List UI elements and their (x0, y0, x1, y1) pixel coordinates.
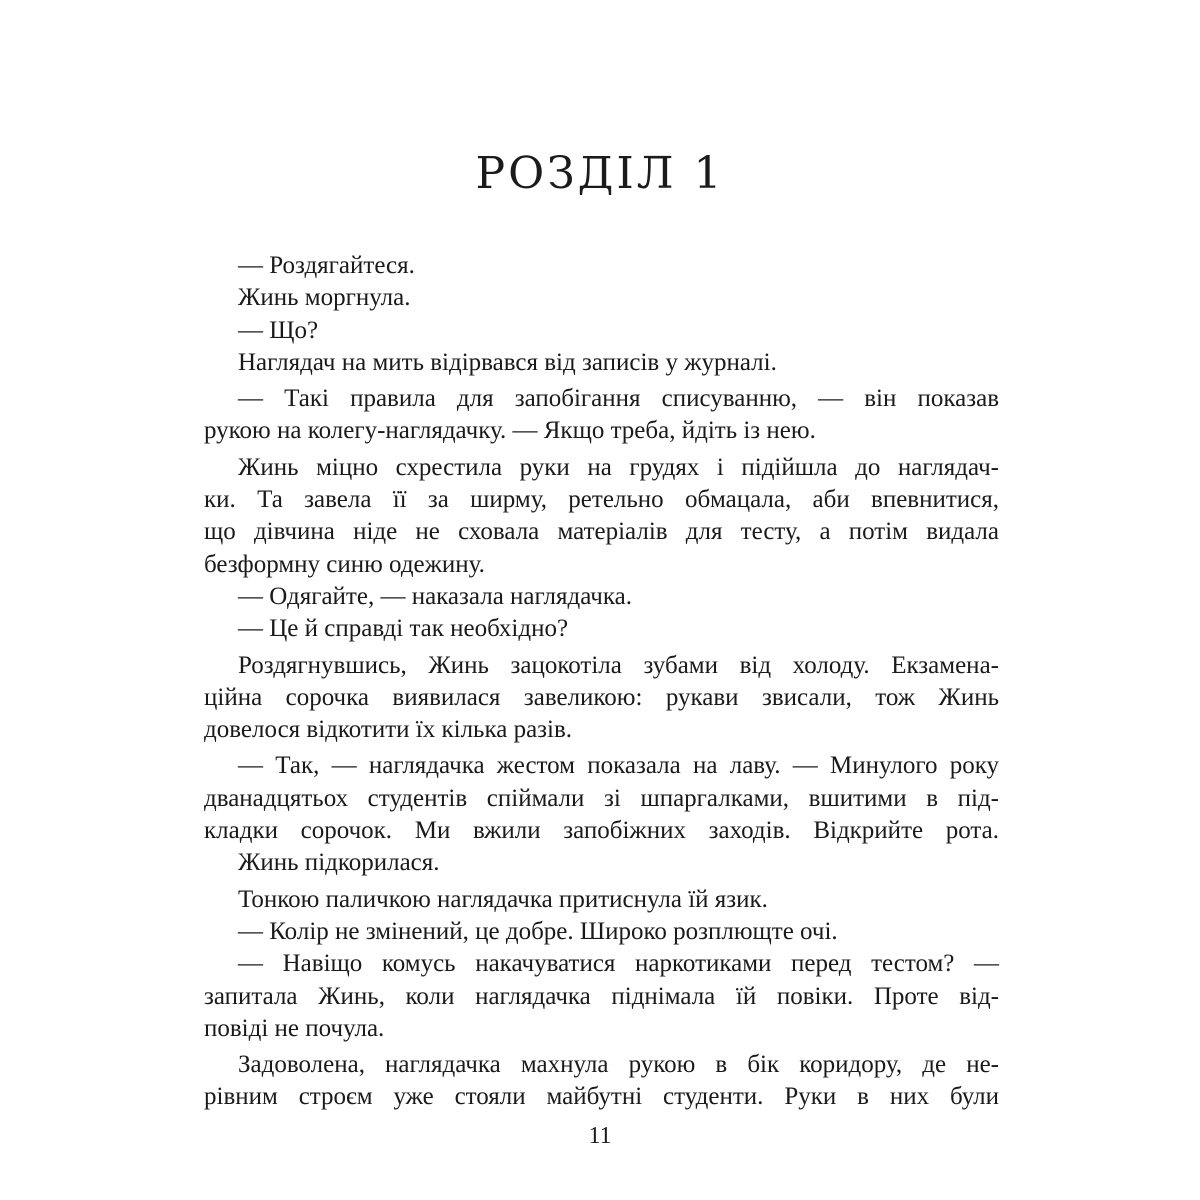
chapter-title: РОЗДІЛ 1 (475, 148, 725, 199)
text-line: — Що? (238, 316, 319, 344)
page-number: 11 (588, 1123, 612, 1149)
text-line: Задоволена, наглядачка махнула рукою в бік коридору, де не- (238, 1051, 999, 1079)
text-line: Жинь підкорилася. (238, 849, 440, 877)
text-line: довелося відкотити їх кілька разів. (204, 716, 573, 744)
text-line: що дівчина ніде не сховала матеріалів для тесту, а потім видала (204, 518, 999, 546)
text-line: — Навіщо комусь накачуватися наркотиками перед тестом? — (238, 950, 999, 978)
text-line: Роздягнувшись, Жинь зацокотіла зубами від холоду. Екзамена- (238, 651, 999, 679)
text-line: кладки сорочок. Ми вжили запобіжних заходів. Відкрийте рота. (204, 817, 999, 845)
text-line: — Роздягайтеся. (238, 252, 415, 279)
text-line: рівним строєм уже стояли майбутні студенти. Руки в них були (204, 1083, 999, 1111)
text-line: — Так, — наглядачка жестом показала на лаву. — Минулого року (238, 752, 999, 780)
text-line: безформну синю одежину. (204, 550, 485, 578)
text-line: запитала Жинь, коли наглядачка піднімала їй повіки. Проте від- (204, 982, 999, 1010)
text-line: дванадцятьох студентів спіймали зі шпаргалками, вшитими в під- (204, 784, 999, 812)
text-line: Жинь міцно схрестила руки на грудях і підійшла до наглядач- (238, 453, 999, 481)
text-line: Наглядач на мить відірвався від записів у журналі. (238, 348, 777, 376)
text-line: — Колір не змінений, це добре. Широко розплющте очі. (238, 917, 838, 945)
text-line: — Це й справді так необхідно? (238, 615, 569, 643)
chapter-body-text (204, 250, 999, 1114)
text-line: ційна сорочка виявилася завеликою: рукави звисали, тож Жинь (204, 683, 999, 711)
text-line: Жинь моргнула. (238, 284, 411, 312)
text-line: ки. Та завела її за ширму, ретельно обмацала, аби впевнитися, (204, 486, 999, 514)
text-line: — Такі правила для запобігання списуванню, — він показав (238, 385, 999, 413)
text-line: рукою на колегу-наглядачку. — Якщо треба, йдіть із нею. (204, 417, 816, 445)
text-line: повіді не почула. (204, 1014, 385, 1042)
text-line: Тонкою паличкою наглядачка притиснула їй язик. (238, 885, 768, 913)
text-line: — Одягайте, — наказала наглядачка. (238, 582, 632, 610)
